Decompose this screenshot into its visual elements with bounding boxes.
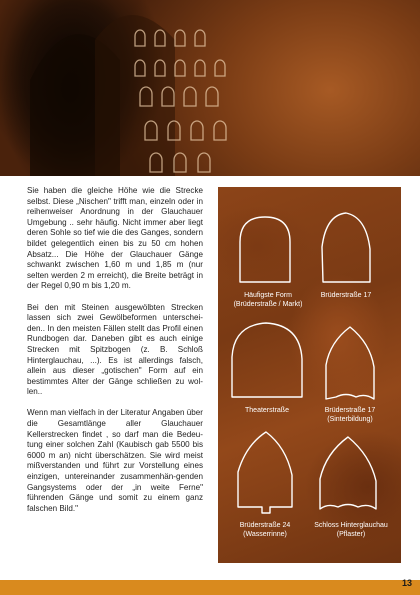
paragraph-2: Bei den mit Steinen ausgewölbten Strecken lassen sich zwei Gewölbeformen unterschei-den.. In den meisten Fällen stellt das Profil einen Rundbogen dar. Daneben gibt es auch einige Strecken mit Spitzbogen (z. B. Schloß Hinterglauchau, ...). Es ist allerdings falsch, allein aus dieser „gotischen" Form auf ein bestimmtes Alter der Gänge schließen zu wol-len.. bbox=[27, 302, 203, 397]
profile-shape-4 bbox=[326, 327, 374, 399]
footer-accent-bar bbox=[0, 580, 420, 595]
profile-drawings bbox=[218, 187, 401, 563]
profile-panel bbox=[218, 187, 401, 563]
profile-shape-1 bbox=[240, 217, 290, 282]
hero-photo bbox=[0, 0, 420, 176]
profile-caption-2: Brüderstraße 17 bbox=[320, 292, 372, 299]
profile-shape-3 bbox=[232, 323, 302, 397]
profile-caption-1: Häufigste Form (Brüderstraße / Markt) bbox=[233, 292, 303, 308]
profile-shape-2 bbox=[322, 213, 370, 282]
profile-shape-5 bbox=[238, 432, 292, 513]
tunnel-niches-drawing bbox=[0, 0, 420, 176]
profile-caption-4: Brüderstraße 17 (Sinterbildung) bbox=[324, 407, 376, 423]
page-number: 13 bbox=[401, 578, 412, 588]
paragraph-1: Sie haben die gleiche Höhe wie die Strecke selbst. Diese „Nischen" trifft man, einzeln oder in reihenweiser Anordnung in der Glauchauer Umgebung .. sehr häufig. Nicht immer aber liegt deren Sohle so tief wie die des Ganges, sondern bildet gelegentlich einen bis zu 50 cm hohen Absatz... Die Höhe der Glauchauer Gänge schwankt zwischen 1,60 m und 1,85 m (nur selten werden 2 m erreicht), die Breite beträgt in der Regel 0,90 m bis 1,20 m. bbox=[27, 186, 203, 291]
profile-caption-6: Schloss Hinterglauchau (Pflaster) bbox=[314, 522, 388, 538]
paragraph-3: Wenn man vielfach in der Literatur Angaben über die Gesamtlänge aller Glauchauer Kellerstrecken findet , so darf man die Bedeu-tung einer solchen Zahl (Kaubisch gab 5500 bis 6000 m an) nicht überschätzen. Sie wird meist mißverstanden und führt zur Vorstellung eines einzigen, untereinander zusammenhän-genden Gangsystems oder der „in weite Ferne" führenden Gänge und somit zu einem ganz falschen Bild." bbox=[27, 408, 203, 513]
profile-caption-3: Theaterstraße bbox=[245, 407, 289, 414]
body-text bbox=[27, 186, 203, 525]
profile-shape-6 bbox=[320, 437, 376, 509]
profile-caption-5: Brüderstraße 24 (Wasserrinne) bbox=[239, 522, 291, 538]
